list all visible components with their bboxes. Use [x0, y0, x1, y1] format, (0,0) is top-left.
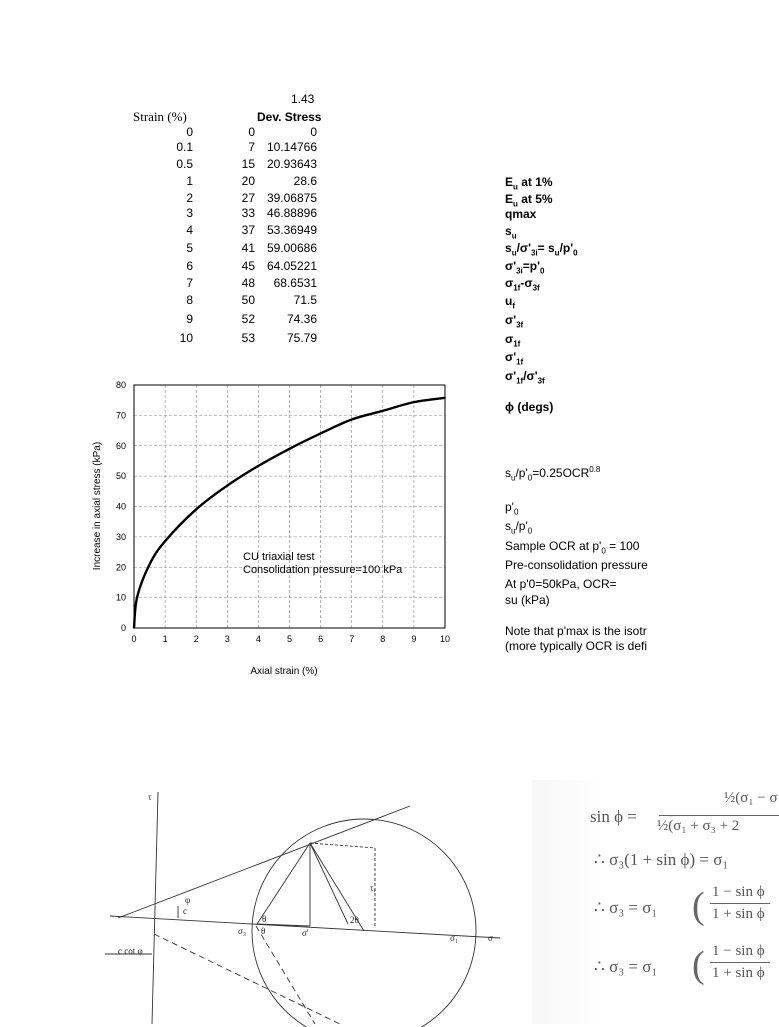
x-axis-label: Axial strain (%) [250, 666, 318, 677]
sigma-prime-label: σ' [302, 928, 309, 938]
c-cot-phi-label: c cot φ [118, 946, 143, 956]
cell-strain[interactable]: 8 [186, 293, 193, 307]
y-tick-label: 20 [115, 562, 126, 573]
phi-label[interactable]: ϕ (degs) [505, 400, 554, 414]
cell-strain[interactable]: 0 [186, 125, 193, 139]
data-point [289, 448, 291, 450]
tau-f-label: τᵣ [370, 883, 376, 893]
cell-strain[interactable]: 5 [186, 241, 193, 255]
x-tick-label: 3 [224, 634, 230, 644]
stress-strain-chart[interactable] [85, 375, 465, 685]
shansep-label[interactable]: $s_u/p'_0=0.25OCR^{0.8}$ [505, 465, 601, 483]
chart-ticks [116, 380, 450, 644]
failure-envelope [118, 806, 410, 918]
cell-load[interactable]: 0 [248, 125, 255, 139]
cell-load[interactable]: 41 [241, 241, 255, 255]
cell-strain[interactable]: 10 [179, 331, 193, 345]
cell-strain[interactable]: 7 [186, 276, 193, 290]
x-tick-label: 5 [286, 634, 293, 644]
mohr-circle-diagram [70, 786, 520, 1024]
cell-dev[interactable]: 59.00686 [266, 241, 317, 255]
sigma3i-label[interactable]: $\sigma'_{3i}=p'_0$ [505, 259, 545, 276]
x-tick-label: 8 [380, 634, 386, 644]
data-point [320, 433, 322, 435]
cell-dev[interactable]: 74.36 [286, 312, 317, 326]
x-tick-label: 10 [439, 634, 451, 644]
eq3-numerator: 1 − sin ϕ [712, 884, 765, 900]
sigma3f-eff-label[interactable]: $\sigma'_{3f}$ [505, 313, 524, 330]
sigma-ratio-label[interactable]: $\sigma'_{1f}/\sigma'_{3f}$ [505, 369, 545, 386]
theta-label-2: θ [261, 926, 266, 936]
cell-load[interactable]: 50 [241, 293, 255, 307]
cell-dev[interactable]: 20.93643 [266, 157, 317, 171]
data-point [382, 410, 384, 412]
cell-load[interactable]: 20 [241, 174, 255, 188]
cell-load[interactable]: 33 [241, 206, 255, 220]
uf-label[interactable]: $u_f$ [505, 294, 516, 311]
cell-load[interactable]: 52 [241, 312, 255, 326]
eq1-numerator: ½(σ₁ − σ [724, 790, 778, 806]
cell-dev[interactable]: 46.88896 [266, 206, 317, 220]
sigma3-label: σ₃ [238, 926, 246, 936]
data-point [149, 564, 151, 566]
y-tick-label: 80 [115, 380, 126, 390]
eq4-lhs: ∴ σ₃ = σ₁ [594, 957, 658, 976]
sigma1f-eff-label[interactable]: $\sigma'_{1f}$ [505, 350, 524, 367]
cell-dev[interactable]: 0 [310, 125, 317, 139]
chart-grid [134, 385, 445, 628]
strain-header[interactable]: Strain (%) [133, 109, 187, 124]
eq1-denominator: ½(σ₁ + σ₃ + 2 [657, 818, 740, 834]
cell-dev[interactable]: 39.06875 [266, 191, 317, 205]
radius-line [310, 843, 348, 924]
cell-strain[interactable]: 0.1 [176, 140, 193, 154]
sigma-label: σ [488, 933, 493, 943]
cell-strain[interactable]: 0.5 [176, 157, 193, 171]
x-tick-label: 0 [131, 634, 137, 644]
note-line-1[interactable]: Note that p'max is the isotr [505, 624, 647, 638]
su-kpa-label[interactable]: su (kPa) [505, 593, 550, 607]
chart-note-line-2: Consolidation pressure=100 kPa [243, 564, 403, 576]
cell-dev[interactable]: 53.36949 [266, 223, 317, 237]
eu-1pct-label[interactable]: $E_u$ at 1% [505, 175, 553, 192]
data-point [164, 540, 166, 542]
eq3-lhs: ∴ σ₃ = σ₁ [594, 898, 658, 917]
cell-load[interactable]: 37 [241, 223, 255, 237]
cell-dev[interactable]: 28.6 [293, 174, 317, 188]
eq1-lhs: sin ϕ = [590, 807, 637, 826]
equation-image [532, 780, 778, 1024]
dev-stress-header[interactable]: Dev. Stress [257, 110, 322, 124]
sigma1-label: σ₁ [450, 933, 458, 943]
eq4-numerator: 1 − sin ϕ [712, 943, 765, 959]
data-point [195, 509, 197, 511]
su-p0-label[interactable]: $s_u/p'_0$ [505, 519, 533, 536]
y-tick-label: 60 [115, 440, 126, 451]
eq3-paren: ( [692, 885, 705, 927]
cell-load[interactable]: 48 [241, 276, 255, 290]
preconsolidation-label[interactable]: Pre-consolidation pressure [505, 558, 648, 572]
cell-load[interactable]: 27 [241, 191, 255, 205]
cell-dev[interactable]: 10.14766 [266, 140, 317, 154]
theta-label-1: θ [262, 914, 267, 924]
phi-angle-label: φ [185, 895, 191, 905]
data-point [258, 465, 260, 467]
sigma1f-label[interactable]: $\sigma_{1f}$ [505, 332, 521, 349]
y-tick-label: 10 [115, 592, 126, 603]
cell-strain[interactable]: 9 [186, 312, 193, 326]
y-tick-label: 40 [115, 501, 126, 512]
at-p0-ocr-label[interactable]: At p'0=50kPa, OCR= [505, 577, 617, 591]
x-tick-label: 9 [411, 634, 417, 644]
mohr-circle [252, 819, 476, 1027]
data-point [413, 401, 415, 403]
dashed-line [154, 934, 340, 1024]
data-point [227, 485, 229, 487]
su-ratio-label[interactable]: $s_u/\sigma'_{3i}= s_u/p'_0$ [505, 241, 578, 258]
y-tick-label: 70 [115, 410, 126, 421]
cell-strain[interactable]: 2 [186, 191, 193, 205]
deviator-label[interactable]: $\sigma_{1f}-\sigma_{3f}$ [505, 276, 540, 293]
x-tick-label: 2 [193, 634, 199, 644]
y-axis-label: Increase in axial stress (kPa) [92, 441, 103, 571]
eu-5pct-label[interactable]: $E_u$ at 5% [505, 192, 553, 209]
cell-load[interactable]: 45 [241, 259, 255, 273]
cell-dev[interactable]: 75.79 [286, 331, 317, 345]
cell-load[interactable]: 7 [248, 140, 255, 154]
tau-label: τ [148, 792, 152, 802]
sample-ocr-label[interactable]: Sample OCR at $p'_0 = 100$ [505, 539, 640, 556]
cell-strain[interactable]: 3 [186, 206, 193, 220]
cell-dev[interactable]: 64.05221 [266, 259, 317, 273]
note-line-2[interactable]: (more typically OCR is defi [505, 639, 648, 653]
two-theta-label: 2θ [350, 915, 359, 925]
eq3-denominator: 1 + sin ϕ [712, 906, 765, 922]
cell-strain[interactable]: 1 [186, 174, 193, 188]
data-point [136, 596, 138, 598]
data-point [133, 627, 135, 629]
x-tick-label: 7 [349, 634, 355, 644]
y-tick-label: 30 [115, 531, 126, 542]
cell-strain[interactable]: 6 [186, 259, 193, 273]
chart-note-line-1: CU triaxial test [243, 551, 315, 563]
su-label[interactable]: $s_u$ [505, 224, 517, 241]
parameter-labels [505, 0, 768, 700]
x-tick-label: 4 [255, 634, 261, 644]
cell-load[interactable]: 15 [241, 157, 255, 171]
y-tick-label: 50 [115, 471, 126, 482]
cell-strain[interactable]: 4 [186, 223, 193, 237]
cell-dev[interactable]: 71.5 [293, 293, 317, 307]
top-value[interactable]: 1.43 [291, 92, 315, 106]
data-point [444, 397, 446, 399]
eq4-paren: ( [692, 944, 705, 986]
cell-dev[interactable]: 68.6531 [273, 276, 317, 290]
eq2: ∴ σ₃(1 + sin ϕ) = σ₁ [594, 850, 729, 869]
p0-label[interactable]: $p'_0$ [505, 500, 519, 517]
mohr-circle-figure [70, 786, 520, 1024]
x-tick-label: 6 [318, 634, 324, 644]
c-label: c [183, 906, 187, 916]
data-point [351, 419, 353, 421]
x-tick-label: 1 [162, 634, 168, 644]
y-tick-label: 0 [120, 623, 126, 633]
cell-load[interactable]: 53 [241, 331, 255, 345]
eq4-denominator: 1 + sin ϕ [712, 965, 765, 981]
qmax-label[interactable]: qmax [505, 207, 537, 221]
tau-axis [152, 792, 158, 1024]
